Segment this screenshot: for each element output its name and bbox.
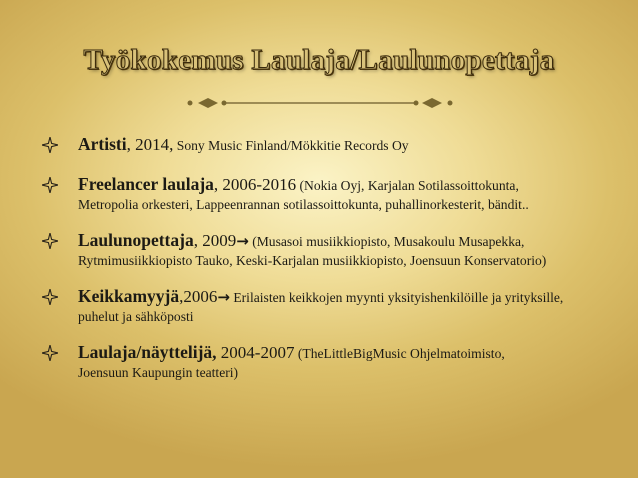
list-item bbox=[40, 342, 620, 398]
bullet-detail: (TheLittleBigMusic Ohjelmatoimisto, bbox=[294, 346, 505, 361]
bullet-list bbox=[40, 134, 620, 398]
bullet-heading: Artisti bbox=[78, 134, 127, 154]
bullet-year: 2014, bbox=[130, 135, 174, 154]
bullet-separator: , bbox=[193, 231, 198, 250]
bullet-heading: Laulunopettaja bbox=[78, 230, 194, 250]
bullet-detail-continued: Joensuun Kaupungin teatteri) bbox=[78, 365, 239, 380]
bullet-year: 2006 bbox=[183, 287, 218, 306]
bullet-year: 2009 bbox=[197, 231, 237, 250]
bullet-separator: , bbox=[213, 175, 219, 194]
bullet-year: 2004-2007 bbox=[216, 343, 295, 362]
list-item bbox=[40, 286, 620, 342]
ornament-divider-icon bbox=[186, 96, 454, 110]
bullet-detail-continued: Rytmimusiikkiopisto Tauko, Keski-Karjalan musiikkiopisto, Joensuun Konservatorio) bbox=[78, 253, 547, 268]
slide-title: Työkokemus Laulaja/Laulunopettaja bbox=[83, 44, 555, 76]
bullet-heading: Freelancer laulaja bbox=[78, 174, 214, 194]
bullet-heading: Laulaja/näyttelijä, bbox=[78, 342, 217, 362]
list-item bbox=[40, 174, 620, 230]
four-point-star-icon bbox=[42, 345, 58, 361]
bullet-separator: , bbox=[126, 135, 131, 154]
arrow-right-icon: → bbox=[217, 288, 230, 306]
bullet-detail: Sony Music Finland/Mökkitie Records Oy bbox=[173, 138, 409, 153]
bullet-separator: , bbox=[179, 287, 184, 306]
bullet-detail: Erilaisten keikkojen myynti yksityishenkilöille ja yrityksille, bbox=[229, 290, 564, 305]
four-point-star-icon bbox=[42, 289, 58, 305]
bullet-detail: (Nokia Oyj, Karjalan Sotilassoittokunta, bbox=[296, 178, 519, 193]
bullet-heading: Keikkamyyjä bbox=[78, 286, 180, 306]
bullet-detail-continued: Metropolia orkesteri, Lappeenrannan sotilassoittokunta, puhallinorkesterit, bändit.. bbox=[78, 197, 529, 212]
four-point-star-icon bbox=[42, 137, 58, 153]
list-item bbox=[40, 230, 620, 286]
arrow-right-icon: → bbox=[236, 232, 249, 250]
four-point-star-icon bbox=[42, 177, 58, 193]
bullet-detail: (Musasoi musiikkiopisto, Musakoulu Musapekka, bbox=[248, 234, 525, 249]
bullet-year: 2006-2016 bbox=[218, 175, 297, 194]
bullet-detail-continued: puhelut ja sähköposti bbox=[78, 309, 194, 324]
list-item bbox=[40, 134, 620, 174]
four-point-star-icon bbox=[42, 233, 58, 249]
